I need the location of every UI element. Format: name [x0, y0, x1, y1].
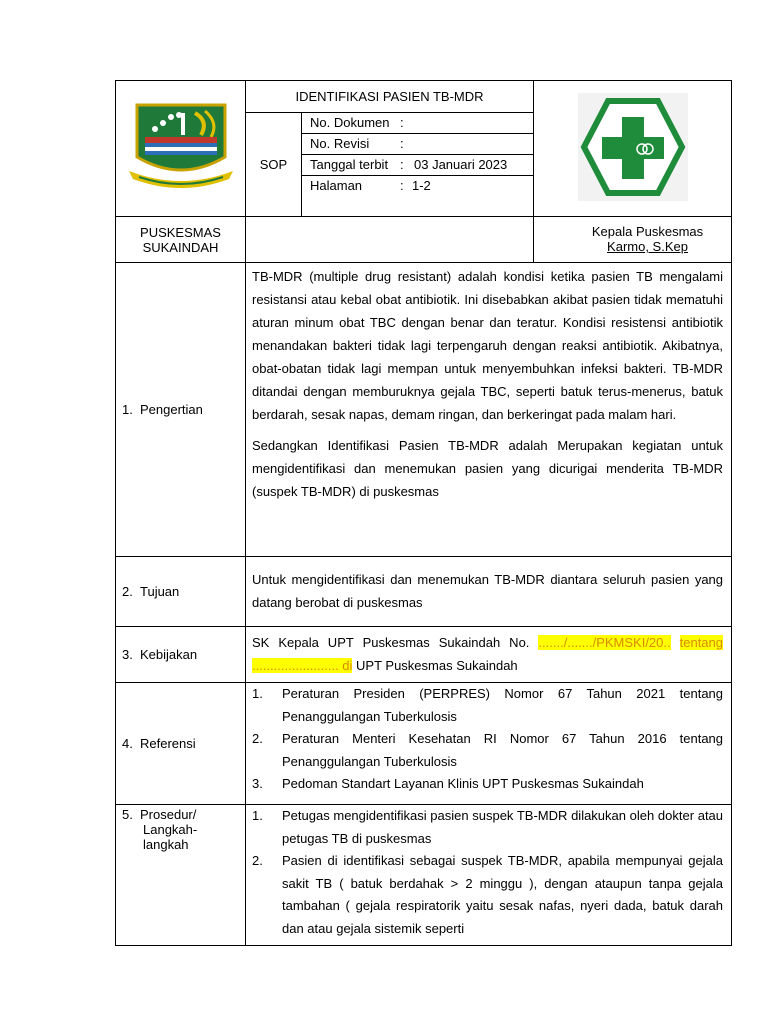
field-sep: : — [400, 113, 412, 134]
sop-document — [115, 80, 731, 937]
policy-text-end: UPT Puskesmas Sukaindah — [352, 657, 518, 673]
section-number: 4. — [122, 736, 133, 751]
section-label: Referensi — [140, 736, 196, 751]
field-value: 03 Januari 2023 — [412, 155, 533, 176]
reference-list — [252, 683, 723, 796]
field-sep: : — [400, 134, 412, 155]
policy-placeholder-subject: tentang ........................ di — [252, 634, 723, 673]
blank-cell — [246, 217, 534, 263]
section-label-line-3: langkah — [143, 837, 189, 852]
document-info-table — [302, 113, 533, 196]
purpose-text: Untuk mengidentifikasi dan menemukan TB-MDR diantara seluruh pasien yang datang berobat di puskesmas — [252, 571, 724, 610]
field-label: Tanggal terbit — [302, 155, 400, 176]
puskesmas-logo — [578, 93, 688, 201]
policy-placeholder-number: ......./......./PKMSKI/20.. — [538, 634, 671, 650]
regional-crest-logo — [125, 101, 237, 193]
section-label-kebijakan — [116, 627, 246, 683]
field-value: 1-2 — [412, 178, 431, 193]
list-item: 3. Pedoman Standart Layanan Klinis UPT Puskesmas Sukaindah — [252, 776, 644, 792]
list-item: 1. Peraturan Presiden (PERPRES) Nomor 67 Tahun 2021 tentang Penanggulangan Tuberkulosis — [252, 686, 724, 724]
section-label-pengertian — [116, 263, 246, 557]
field-label: No. Revisi — [302, 134, 400, 155]
procedure-list — [252, 805, 723, 941]
definition-paragraph-2: Sedangkan Identifikasi Pasien TB-MDR adalah Merupakan kegiatan untuk mengidentifikasi dan menemukan pasien yang dicurigai menderita TB-MDR (suspek TB-MDR) di puskesmas — [252, 438, 724, 499]
section-label: Tujuan — [140, 584, 180, 599]
section-content-referensi — [246, 683, 732, 805]
section-label-tujuan — [116, 557, 246, 627]
signer-title: Kepala Puskesmas — [591, 224, 704, 239]
section-label-referensi — [116, 683, 246, 805]
section-content-kebijakan — [246, 627, 732, 683]
section-content-tujuan — [246, 557, 732, 627]
field-sep: : — [400, 155, 412, 176]
document-info-cell — [302, 113, 534, 217]
field-value — [412, 134, 533, 155]
definition-paragraph-1: TB-MDR (multiple drug resistant) adalah kondisi ketika pasien TB mengalami resistansi atau kebal obat antibiotik. Ini disebabkan akibat pasien tidak mematuhi aturan minum obat TBC dengan benar dan teratur. Kondisi resistensi antibiotik menandakan bakteri tidak lagi terpengaruh dengan reaksi antibiotik. Akibatnya, obat-obatan tidak lagi mempan untuk menyembuhkan infeksi bakteri. TB-MDR ditandai dengan memburuknya gejala TBC, seperti batuk terus-menerus, batuk berdarah, sesak napas, demam ringan, dan berkeringat pada malam hari. — [252, 269, 724, 422]
field-sep: : — [400, 178, 404, 193]
organization-cell — [116, 217, 246, 263]
org-line-1: PUSKESMAS — [140, 225, 221, 240]
list-item: 2. Pasien di identifikasi sebagai suspek TB-MDR, apabila mempunyai gejala sakit TB ( batuk berdahak > 2 minggu ), dengan ataupun tanpa gejala tambahan ( gejala respiratorik yaitu sesak nafas, nyeri dada, batuk darah dan atau gejala sistemik seperti — [252, 853, 724, 936]
section-number: 1. — [122, 402, 133, 417]
section-label: Pengertian — [140, 402, 203, 417]
section-content-pengertian — [246, 263, 732, 557]
policy-text-start: SK Kepala UPT Puskesmas Sukaindah No. — [252, 634, 539, 650]
list-item: 2. Peraturan Menteri Kesehatan RI Nomor 67 Tahun 2016 tentang Penanggulangan Tuberkulosis — [252, 731, 724, 769]
section-label: Kebijakan — [140, 647, 198, 662]
document-title: IDENTIFIKASI PASIEN TB-MDR — [295, 89, 484, 104]
field-value — [412, 113, 533, 134]
section-number: 3. — [122, 647, 133, 662]
field-label: No. Dokumen — [302, 113, 400, 134]
list-item: 1. Petugas mengidentifikasi pasien suspek TB-MDR dilakukan oleh dokter atau petugas TB di puskesmas — [252, 808, 724, 846]
field-label: Halaman — [310, 178, 363, 193]
section-label-prosedur — [116, 805, 246, 946]
sop-table — [115, 80, 732, 946]
sop-label-cell — [246, 113, 302, 217]
document-title-cell — [246, 81, 534, 113]
org-line-2: SUKAINDAH — [142, 240, 219, 255]
left-logo-cell — [116, 81, 246, 217]
section-content-prosedur — [246, 805, 732, 946]
signer-cell — [534, 217, 732, 263]
section-number: 2. — [122, 584, 133, 599]
sop-label: SOP — [259, 157, 288, 172]
section-label-line-2: Langkah- — [143, 822, 198, 837]
section-label: Prosedur/ — [140, 807, 197, 822]
signer-name: Karmo, S.Kep — [607, 239, 688, 254]
right-logo-cell — [534, 81, 732, 217]
section-number: 5. — [122, 807, 133, 822]
